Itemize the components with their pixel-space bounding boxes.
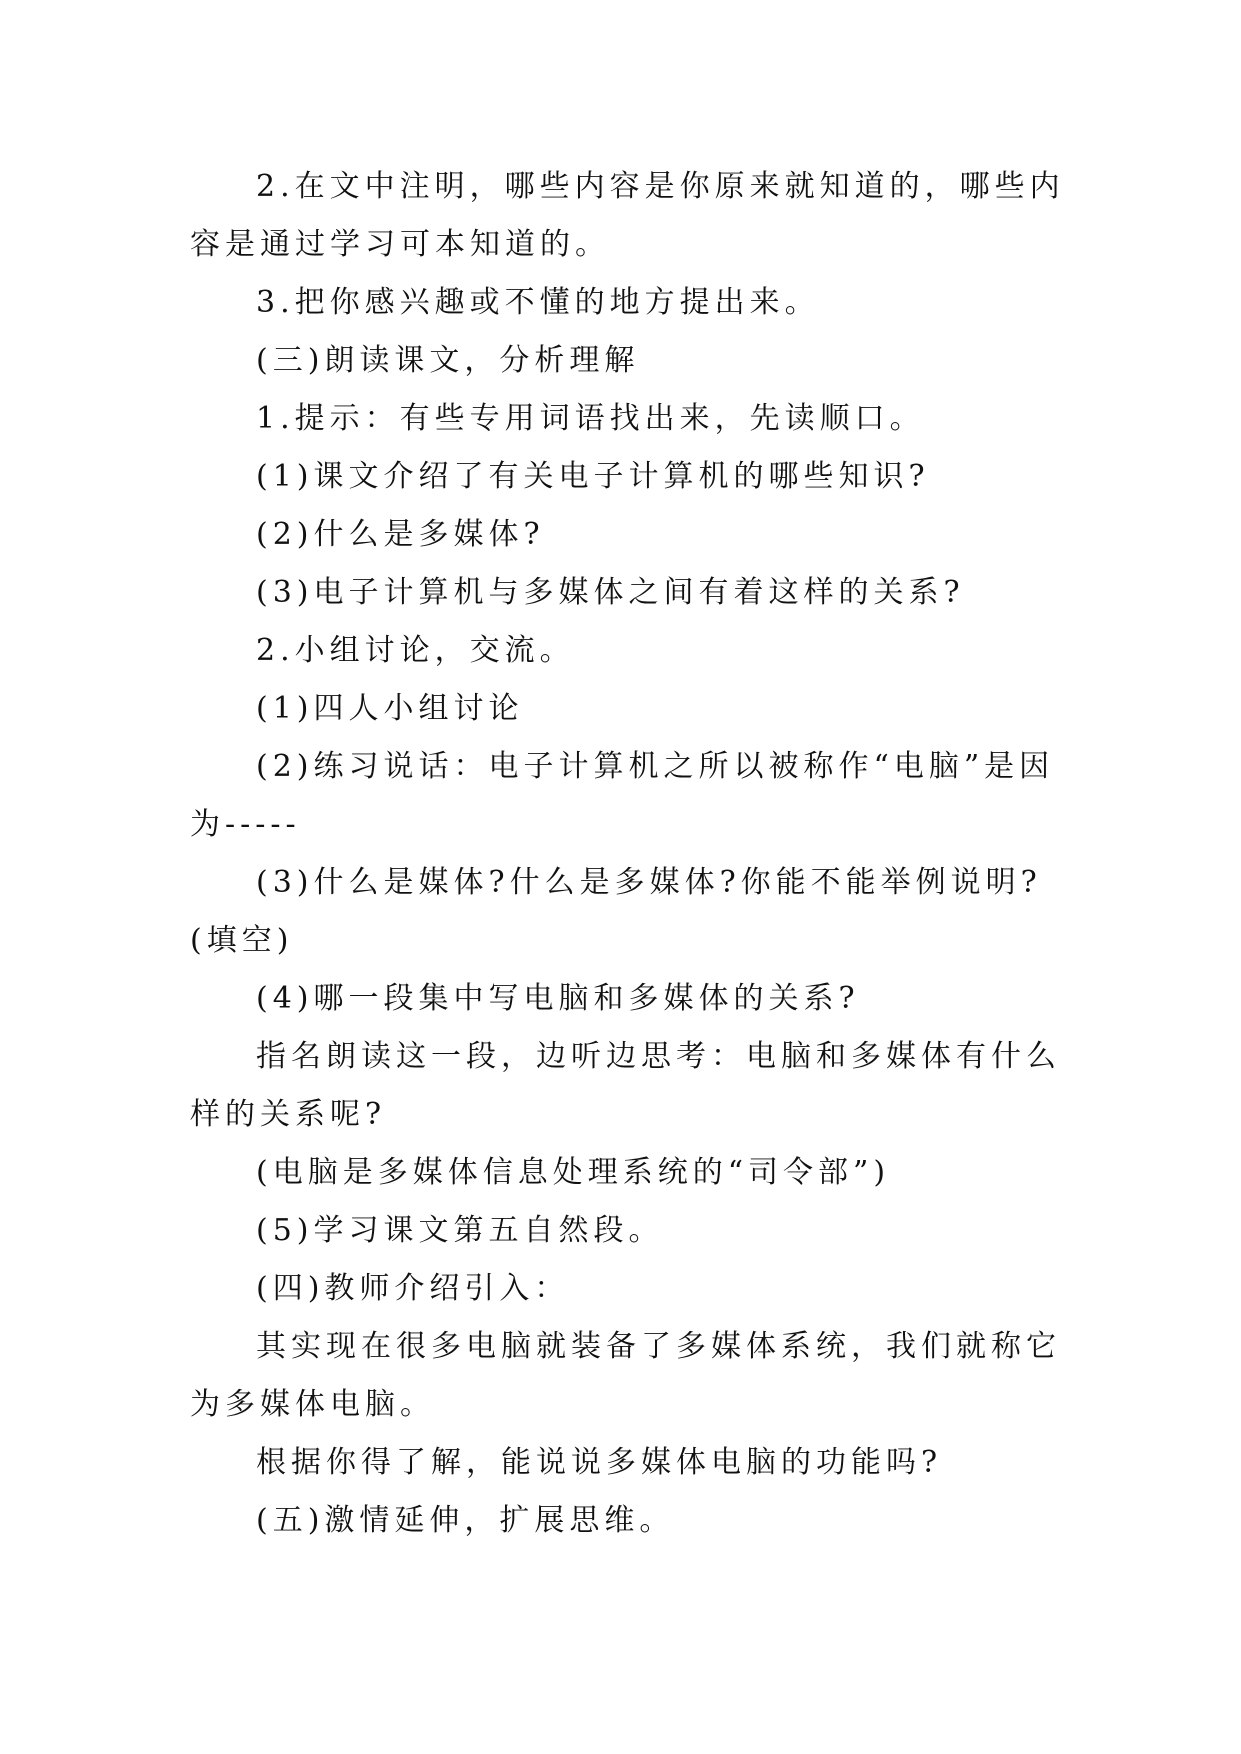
paragraph: 1.提示：有些专用词语找出来，先读顺口。	[256, 401, 925, 436]
paragraph: (电脑是多媒体信息处理系统的“司令部”)	[256, 1155, 891, 1190]
question-item: (5)学习课文第五自然段。	[256, 1213, 664, 1248]
question-item: (1)课文介绍了有关电子计算机的哪些知识?	[256, 459, 930, 494]
paragraph: 3.把你感兴趣或不懂的地方提出来。	[256, 285, 820, 320]
paragraph: 2.在文中注明，哪些内容是你原来就知道的，哪些内容是通过学习可本知道的。	[190, 169, 1065, 262]
paragraph: 2.小组讨论，交流。	[256, 633, 575, 668]
question-item: (3)电子计算机与多媒体之间有着这样的关系?	[256, 575, 965, 610]
section-heading: (三)朗读课文，分析理解	[256, 343, 640, 378]
question-item: (2)练习说话：电子计算机之所以被称作“电脑”是因为-----	[190, 749, 1055, 842]
section-heading: (五)激情延伸，扩展思维。	[256, 1503, 675, 1538]
document-body	[190, 158, 1070, 1550]
question-item: (3)什么是媒体?什么是多媒体?你能不能举例说明?(填空)	[190, 865, 1042, 958]
paragraph: 其实现在很多电脑就装备了多媒体系统，我们就称它为多媒体电脑。	[190, 1329, 1061, 1422]
question-item: (1)四人小组讨论	[256, 691, 524, 726]
question-item: (4)哪一段集中写电脑和多媒体的关系?	[256, 981, 860, 1016]
paragraph: 根据你得了解，能说说多媒体电脑的功能吗?	[256, 1445, 943, 1480]
question-item: (2)什么是多媒体?	[256, 517, 545, 552]
section-heading: (四)教师介绍引入：	[256, 1271, 570, 1306]
paragraph: 指名朗读这一段，边听边思考：电脑和多媒体有什么样的关系呢?	[190, 1039, 1061, 1132]
